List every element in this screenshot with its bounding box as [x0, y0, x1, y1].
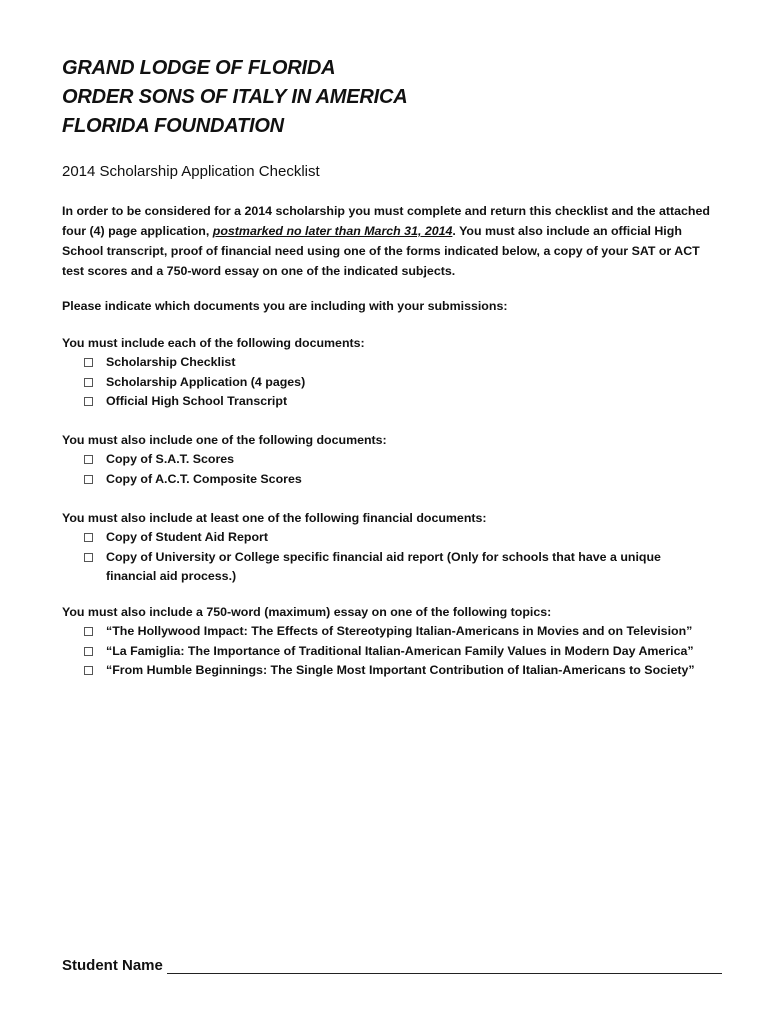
checklist-item: [62, 661, 722, 681]
item-label: Copy of S.A.T. Scores: [106, 452, 235, 466]
instruction-text: Please indicate which documents you are including with your submissions:: [62, 299, 508, 313]
checklist-item: [62, 392, 722, 412]
checklist-item: [62, 528, 722, 548]
intro-text-start: In order to be considered for a 2014 scholarship you must complete and return this checklist and the attached four (4) page application,: [62, 204, 710, 238]
checkbox-essay-hollywood[interactable]: [84, 627, 93, 636]
checkbox-transcript[interactable]: [84, 397, 93, 406]
section-heading: You must also include one of the following documents:: [62, 433, 387, 447]
section-heading: You must also include a 750-word (maximum) essay on one of the following topics:: [62, 605, 552, 619]
section-required-documents: [62, 334, 722, 412]
intro-text-end: . You must also include an official High School transcript, proof of financial need using one of the forms indicated below, a copy of your SAT or ACT test scores and a 750-word essay on one of the indicated subjects.: [62, 224, 700, 278]
item-label: Scholarship Checklist: [106, 355, 236, 369]
checklist-item: [62, 450, 722, 470]
checkbox-scholarship-checklist[interactable]: [84, 358, 93, 367]
student-name-field[interactable]: [167, 957, 722, 974]
checklist-item: [62, 373, 722, 393]
document-title: 2014 Scholarship Application Checklist: [62, 163, 320, 180]
organization-header: [62, 54, 408, 141]
checkbox-scholarship-application[interactable]: [84, 378, 93, 387]
checklist-item: [62, 642, 722, 662]
section-heading: You must include each of the following documents:: [62, 336, 365, 350]
item-label: “The Hollywood Impact: The Effects of Stereotyping Italian-Americans in Movies and on Television”: [106, 624, 693, 638]
item-label: Copy of A.C.T. Composite Scores: [106, 471, 302, 486]
header-line-foundation: FLORIDA FOUNDATION: [62, 115, 284, 137]
student-name-label: Student Name: [62, 957, 163, 974]
checkbox-sat-scores[interactable]: [84, 455, 93, 464]
header-line-lodge: GRAND LODGE OF FLORIDA: [62, 57, 336, 79]
item-label: Official High School Transcript: [106, 394, 288, 408]
deadline-text: postmarked no later than March 31, 2014: [212, 224, 453, 238]
intro-paragraph: [62, 201, 722, 281]
checklist-item: [62, 622, 722, 642]
checkbox-essay-famiglia[interactable]: [84, 647, 93, 656]
checkbox-student-aid-report[interactable]: [84, 533, 93, 542]
section-heading: You must also include at least one of the following financial documents:: [62, 511, 487, 525]
checklist-item: [62, 470, 722, 490]
item-label: “La Famiglia: The Importance of Traditional Italian-American Family Values in Modern Day America”: [106, 643, 694, 658]
item-label: “From Humble Beginnings: The Single Most Important Contribution of Italian-Americans to Society”: [106, 663, 695, 677]
header-line-order: ORDER SONS OF ITALY IN AMERICA: [62, 86, 408, 108]
checklist-item: [62, 548, 722, 587]
item-label: Copy of Student Aid Report: [106, 530, 268, 544]
student-name-row: [62, 956, 722, 976]
section-financial-documents: [62, 509, 722, 587]
checklist-item: [62, 353, 722, 373]
checkbox-act-scores[interactable]: [84, 475, 93, 484]
section-test-scores: [62, 431, 722, 489]
item-label: Copy of University or College specific financial aid report (Only for schools that have a unique financial aid process.): [106, 549, 661, 583]
section-essay-topics: [62, 603, 722, 681]
checkbox-financial-aid-report[interactable]: [84, 553, 93, 562]
checkbox-essay-humble-beginnings[interactable]: [84, 666, 93, 675]
item-label: Scholarship Application (4 pages): [106, 374, 306, 389]
